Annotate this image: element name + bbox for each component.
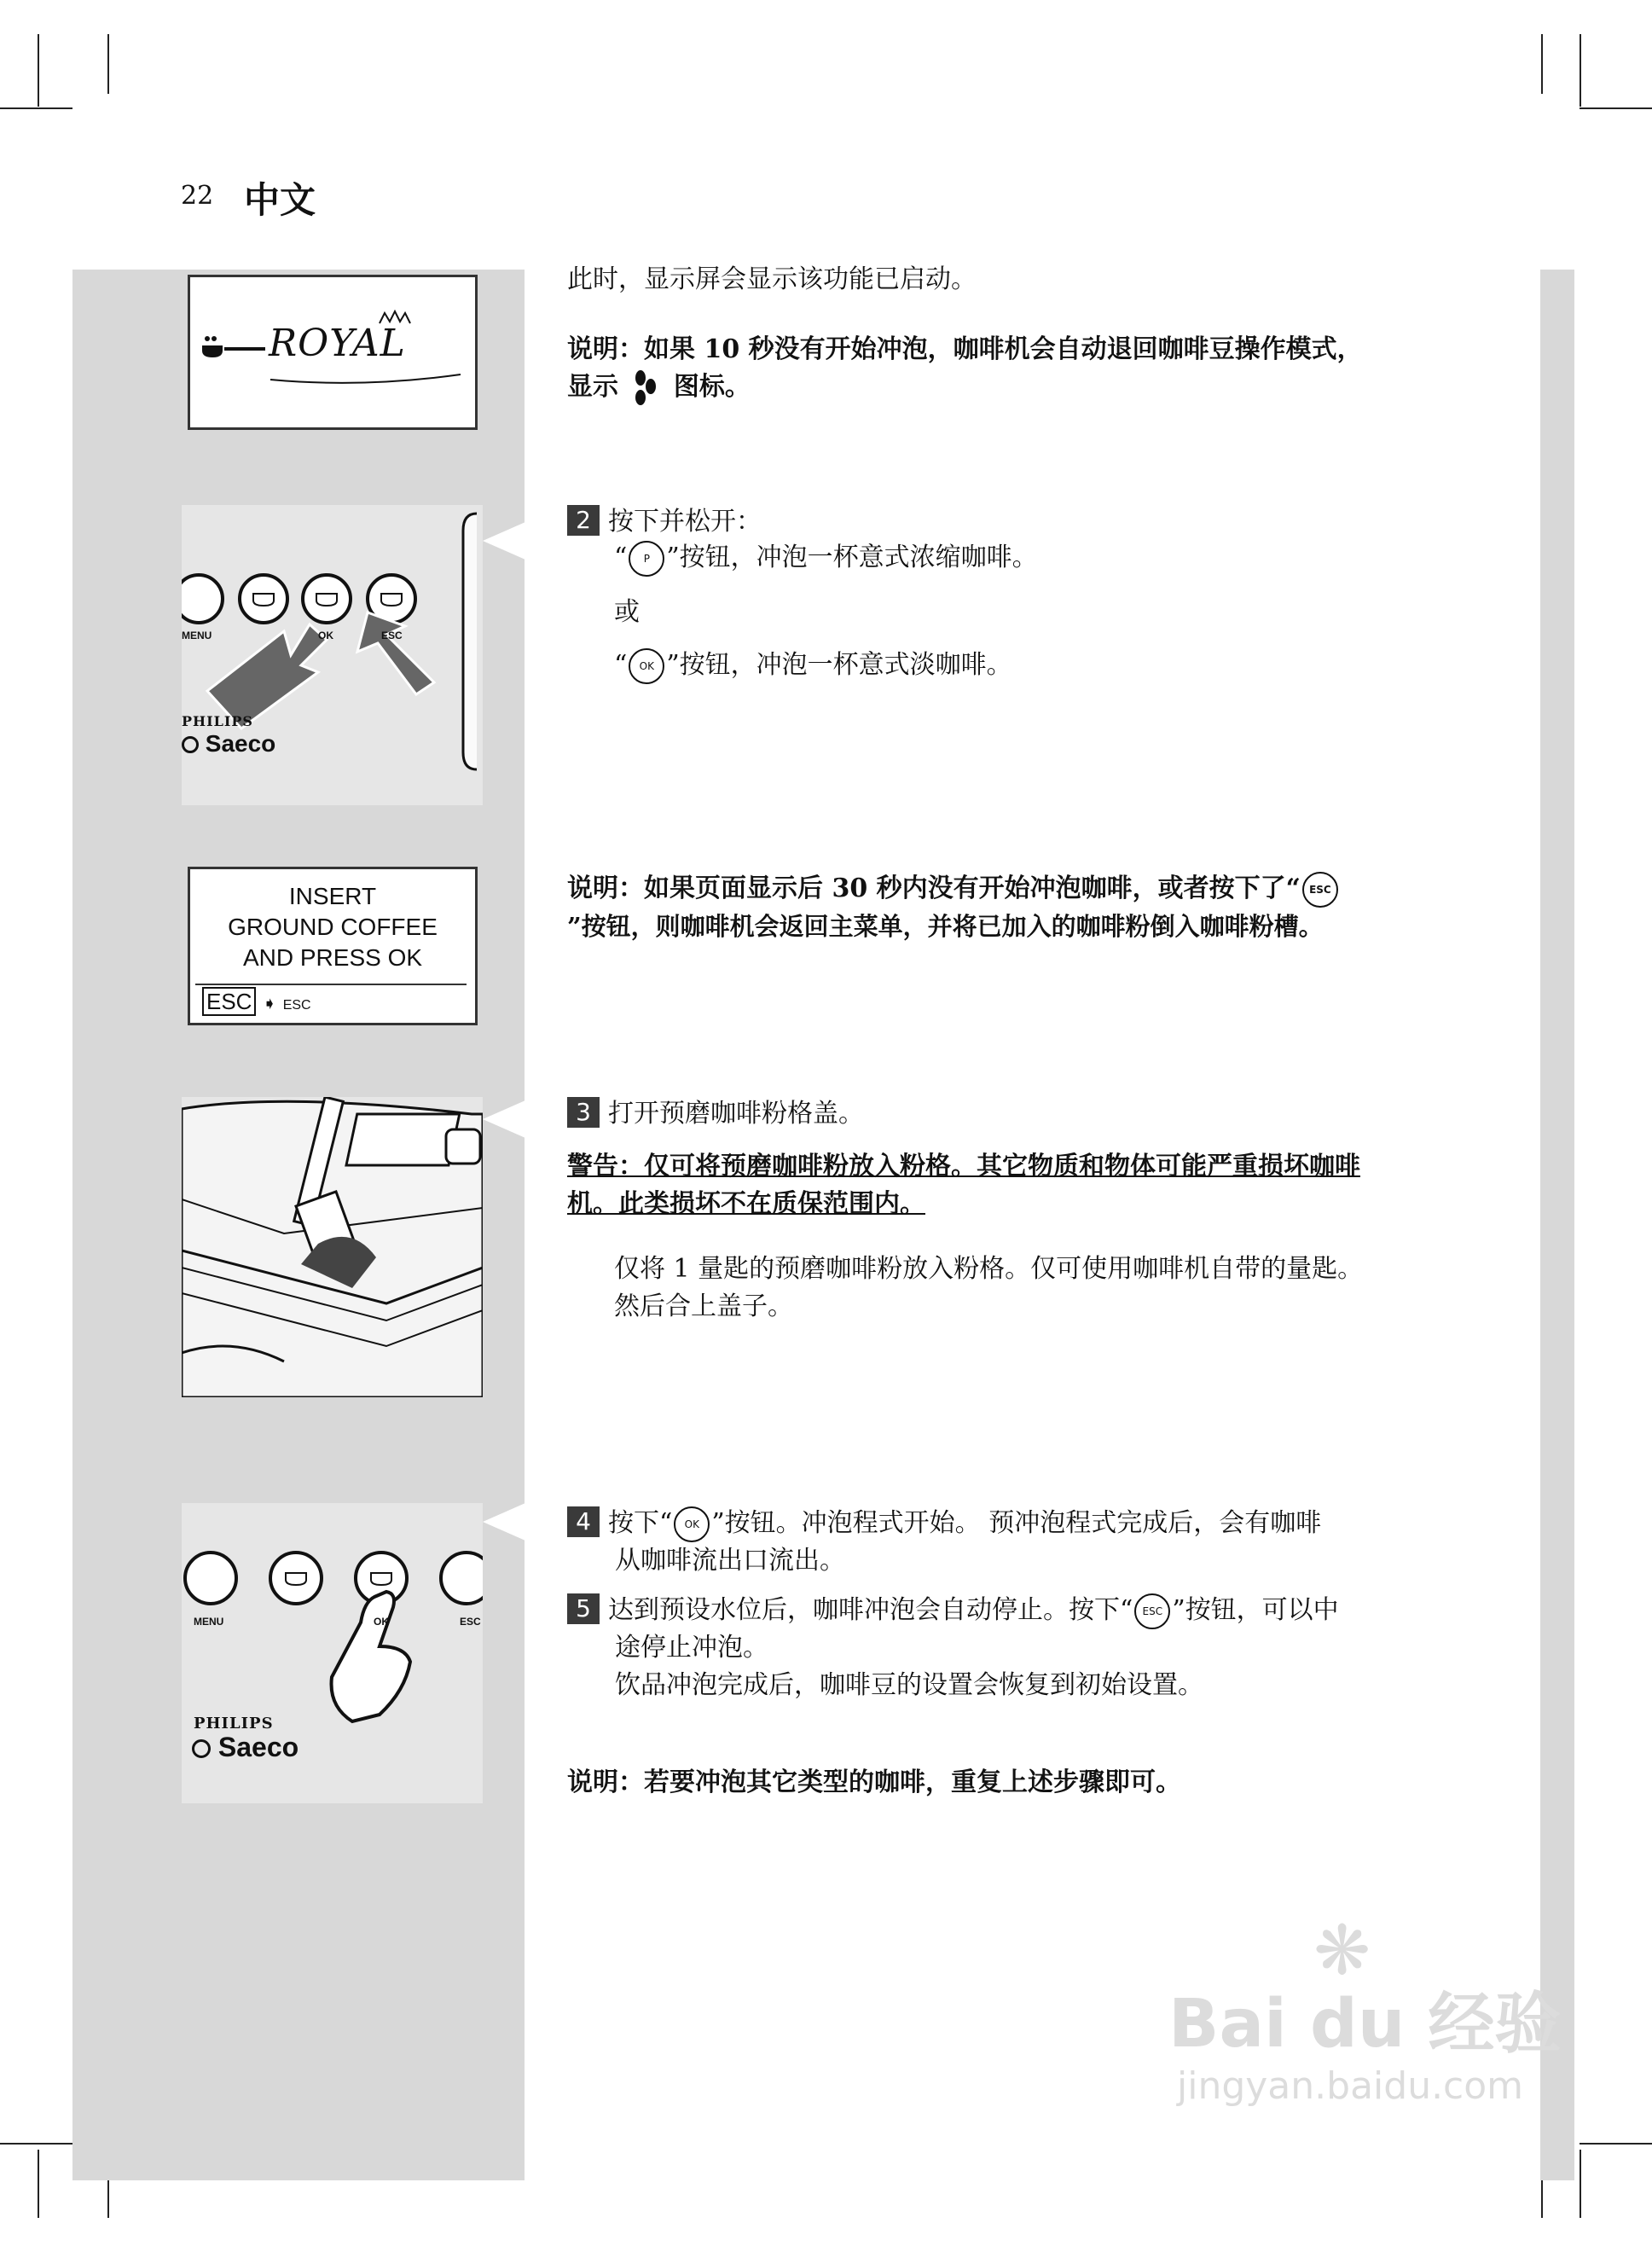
note-10-seconds: [567, 331, 1471, 407]
menu-label: MENU: [182, 630, 212, 641]
paragraph-display-active: 此时，显示屏会显示该功能已启动。: [567, 264, 977, 294]
esc-label: ESC: [460, 1616, 481, 1628]
step-5-line-1: [567, 1592, 1471, 1629]
display-line-2: GROUND COFFEE: [228, 914, 438, 940]
warning-line-2: 机。此类损坏不在质保范围内。: [567, 1189, 925, 1219]
ok-label: OK: [639, 660, 654, 672]
saeco-logo-icon: [182, 736, 199, 753]
espresso-button-icon: [629, 541, 664, 577]
esc-text: ESC: [282, 998, 311, 1013]
step-2-option-2: [614, 647, 1467, 684]
step-3-body-line-2: 然后合上盖子。: [614, 1291, 793, 1321]
pointer-triangle: [483, 1100, 525, 1138]
step-4-line-2: 从咖啡流出口流出。: [615, 1546, 845, 1576]
brand-philips: PHILIPS: [182, 713, 253, 729]
ok-label: OK: [684, 1518, 699, 1530]
step-5-line-2: 途停止冲泡。: [615, 1633, 768, 1663]
illustration-control-panel-arrows: [182, 505, 483, 805]
crop-mark: [1580, 34, 1581, 107]
ok-label: OK: [374, 1616, 389, 1628]
note-line-1: 说明：如果 10 秒没有开始冲泡，咖啡机会自动退回咖啡豆操作模式，: [567, 334, 1363, 364]
note-other-coffee: 说明：若要冲泡其它类型的咖啡，重复上述步骤即可。: [567, 1767, 1181, 1797]
step-4-line-1: [567, 1505, 1471, 1542]
crop-mark: [1580, 2150, 1581, 2218]
step-2-line-2: ”按钮，冲泡一杯意式淡咖啡。: [666, 650, 1012, 680]
step-2-title-row: [567, 503, 1471, 541]
note-line-2: [567, 369, 1471, 407]
pointer-triangle: [483, 1503, 525, 1541]
crop-mark: [107, 34, 109, 94]
illustration-ground-coffee-lid: [182, 1097, 483, 1397]
crop-mark: [38, 34, 39, 107]
ok-label: OK: [318, 630, 333, 641]
paw-icon: ❋: [1313, 1911, 1371, 1990]
arrow-right-icon: ➧: [262, 995, 277, 1013]
esc-label: ESC: [1142, 1605, 1163, 1617]
crown-icon: [378, 310, 412, 327]
note-30-text-a: 说明：如果页面显示后 30 秒内没有开始冲泡咖啡，或者按下了“: [567, 874, 1301, 903]
note-line-2-post: 图标。: [673, 372, 751, 402]
step-5-post: ”按钮，可以中: [1172, 1595, 1339, 1625]
step-2-option-1: [614, 539, 1467, 577]
page-language: 中文: [244, 179, 316, 221]
display-royal-logo: [188, 275, 478, 430]
pointer-triangle: [483, 522, 525, 560]
crop-mark: [1580, 2143, 1652, 2145]
note-30-line-2: ”按钮，则咖啡机会返回主菜单，并将已加入的咖啡粉倒入咖啡粉槽。: [567, 912, 1324, 941]
step-3-body-line-1: 仅将 1 量匙的预磨咖啡粉放入粉格。仅可使用咖啡机自带的量匙。: [614, 1254, 1364, 1284]
esc-box: ESC: [202, 987, 256, 1016]
step-4-pre: 按下“: [608, 1508, 673, 1538]
note-line-2-pre: 显示: [567, 372, 618, 402]
step-3-body: [614, 1251, 1467, 1326]
crop-mark: [38, 2150, 39, 2218]
royal-logo-text: ROYAL: [269, 322, 406, 365]
crop-mark: [1580, 107, 1652, 109]
saeco-logo-icon: [192, 1739, 211, 1758]
ok-button-icon: [674, 1506, 710, 1542]
warning-line-1: 警告：仅可将预磨咖啡粉放入粉格。其它物质和物体可能严重损坏咖啡: [567, 1152, 1360, 1181]
step-5-pre: 达到预设水位后，咖啡冲泡会自动停止。按下“: [608, 1595, 1133, 1625]
step-4-post: ”按钮。冲泡程式开始。 预冲泡程式完成后，会有咖啡: [711, 1508, 1322, 1538]
brand-saeco: [192, 1732, 299, 1763]
step-2-line-1: ”按钮，冲泡一杯意式浓缩咖啡。: [666, 543, 1038, 572]
esc-label: ESC: [1309, 884, 1331, 896]
step-3: [567, 1095, 1471, 1133]
quote-open: “: [614, 650, 628, 680]
watermark-url: jingyan.baidu.com: [1177, 2064, 1524, 2108]
step-4-number: 4: [567, 1506, 600, 1537]
crop-mark: [0, 2143, 72, 2145]
coffee-cup-icon: [200, 330, 269, 364]
display-line-1: INSERT: [288, 883, 377, 909]
brand-philips: PHILIPS: [194, 1715, 274, 1733]
crop-mark: [1541, 34, 1543, 94]
step-5: [567, 1592, 1471, 1704]
saeco-label: Saeco: [217, 1732, 299, 1762]
illustration-press-ok: [182, 1503, 483, 1803]
note-30-line-1: [567, 870, 1471, 908]
display-insert-ground-coffee: [188, 867, 478, 1025]
esc-label: ESC: [381, 630, 403, 641]
step-4: [567, 1505, 1471, 1580]
menu-label: MENU: [194, 1616, 224, 1628]
esc-button-icon: [1302, 872, 1338, 908]
esc-button-icon: [1134, 1593, 1170, 1629]
logo-swash: [269, 369, 465, 386]
saeco-label: Saeco: [205, 730, 276, 757]
warning-ground-coffee: [567, 1148, 1471, 1223]
lungo-button-icon: [629, 648, 664, 684]
step-3-title: 打开预磨咖啡粉格盖。: [608, 1099, 864, 1129]
step-5-line-3: 饮品冲泡完成后，咖啡豆的设置会恢复到初始设置。: [615, 1670, 1203, 1700]
coffee-bean-icon: [634, 369, 658, 407]
brand-saeco: [182, 730, 275, 757]
display-divider: [195, 984, 467, 985]
step-2-title: 按下并松开：: [608, 507, 762, 537]
step-3-number: 3: [567, 1097, 600, 1128]
page-number: 22: [181, 181, 214, 211]
right-sidebar-band: [1540, 270, 1574, 2180]
display-line-3: AND PRESS OK: [242, 944, 423, 971]
step-2: [567, 503, 1471, 541]
p-label: P: [643, 553, 650, 565]
step-5-number: 5: [567, 1593, 600, 1624]
crop-mark: [0, 107, 72, 109]
step-2-or: 或: [614, 597, 640, 627]
watermark-brand: Bai du 经验: [1168, 1986, 1562, 2063]
note-30-seconds: [567, 870, 1471, 945]
step-2-number: 2: [567, 505, 600, 536]
watermark-logo: [1168, 1911, 1562, 2066]
quote-open: “: [614, 543, 628, 572]
display-esc-row: [202, 989, 311, 1015]
